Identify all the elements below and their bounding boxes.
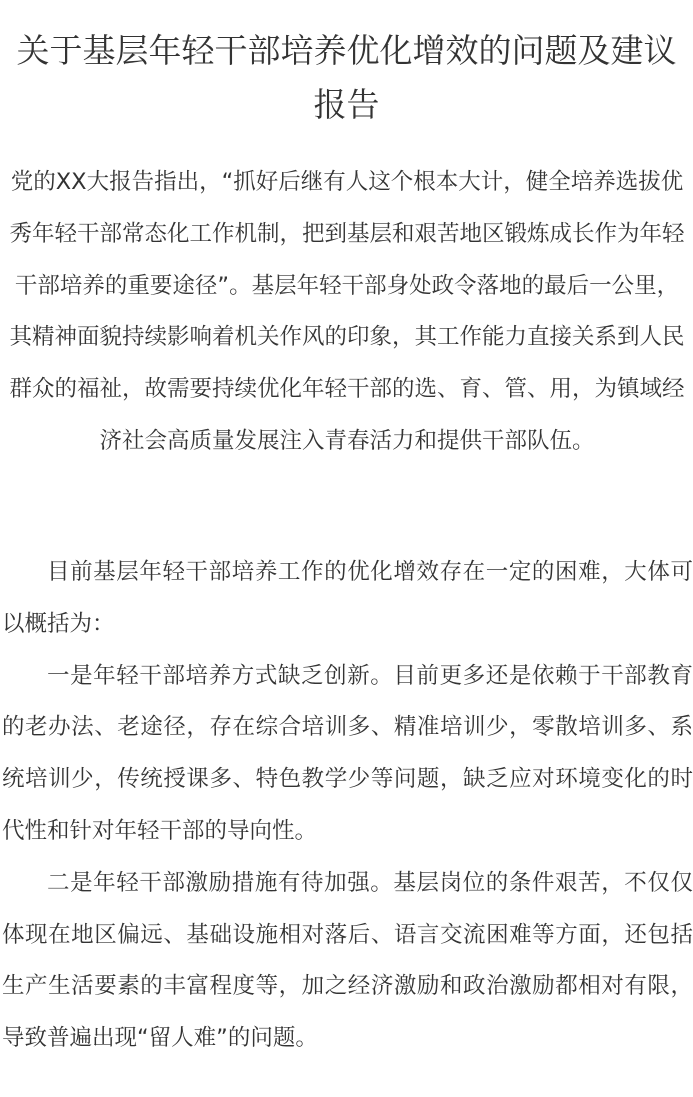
body-paragraph: 一是年轻干部培养方式缺乏创新。目前更多还是依赖于干部教育的老办法、老途径，存在综合培训多、精准培训少，零散培训多、系统培训少，传统授课多、特色教学少等问题，缺乏应对环境变化的时代性和针对年轻干部的导向性。 — [2, 662, 693, 844]
article-title: 关于基层年轻干部培养优化增效的问题及建议报告 — [16, 31, 677, 124]
body-paragraph: 二是年轻干部激励措施有待加强。基层岗位的条件艰苦，不仅仅体现在地区偏远、基础设施相对落后、语言交流困难等方面，还包括生产生活要素的丰富程度等，加之经济激励和政治激励都相对有限，导致普遍出现“留人难”的问题。 — [2, 869, 693, 1052]
body-paragraph: 目前基层年轻干部培养工作的优化增效存在一定的困难，大体可以概括为： — [2, 559, 693, 637]
intro-paragraph: 党的XX大报告指出，“抓好后继有人这个根本大计，健全培养选拔优秀年轻干部常态化工作机制，把到基层和艰苦地区锻炼成长作为年轻干部培养的重要途径”。基层年轻干部身处政令落地的最后一公里，其精神面貌持续影响着机关作风的印象，其工作能力直接关系到人民群众的福祉，故需要持续优化年轻干部的选、育、管、用，为镇域经济社会高质量发展注入青春活力和提供干部队伍。 — [9, 169, 685, 454]
article-body — [2, 547, 693, 1065]
